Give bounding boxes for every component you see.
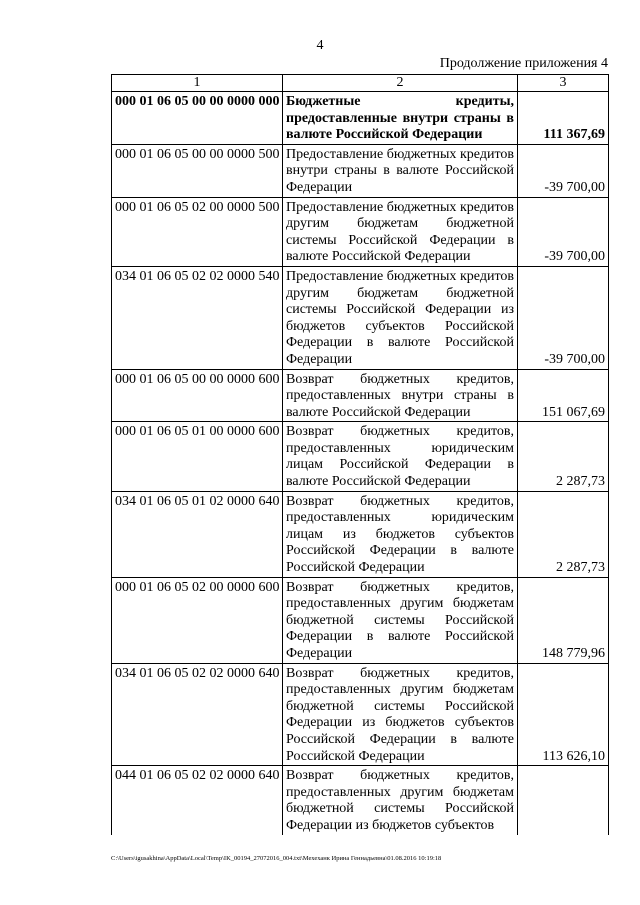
budget-table [111,74,609,835]
row-name: Предоставление бюджетных кредитов другим бюджетам бюджетной системы Российской Федерации в валюте Российской Федерации [283,197,518,266]
row-amount: -39 700,00 [518,266,609,369]
row-name: Бюджетные кредиты, предоставленные внутри страны в валюте Российской Федерации [283,92,518,145]
header-col-1: 1 [112,75,283,92]
row-name: Предоставление бюджетных кредитов другим бюджетам бюджетной системы Российской Федерации из бюджетов субъектов Российской Федерации в валюте Российской Федерации [283,266,518,369]
table-row [112,663,609,766]
row-code: 034 01 06 05 02 02 0000 640 [112,663,283,766]
row-amount: -39 700,00 [518,144,609,197]
row-code: 034 01 06 05 01 02 0000 640 [112,491,283,577]
row-name: Возврат бюджетных кредитов, предоставленных юридическим лицам из бюджетов субъектов Российской Федерации в валюте Российской Федерации [283,491,518,577]
header-col-2: 2 [283,75,518,92]
continuation-label: Продолжение приложения 4 [439,56,608,71]
table-row [112,577,609,663]
row-amount: 113 626,10 [518,663,609,766]
row-amount: 2 287,73 [518,422,609,491]
row-name: Возврат бюджетных кредитов, предоставленных другим бюджетам бюджетной системы Российской Федерации из бюджетов субъектов Российской Федерации в валюте Российской Федерации [283,663,518,766]
table-row [112,766,609,835]
table-row [112,422,609,491]
row-amount: 151 067,69 [518,369,609,422]
row-amount: 148 779,96 [518,577,609,663]
row-name: Возврат бюджетных кредитов, предоставленных другим бюджетам бюджетной системы Российской Федерации в валюте Российской Федерации [283,577,518,663]
row-code: 000 01 06 05 00 00 0000 600 [112,369,283,422]
row-code: 000 01 06 05 02 00 0000 500 [112,197,283,266]
table-row [112,197,609,266]
row-amount: -39 700,00 [518,197,609,266]
table-row [112,491,609,577]
row-code: 000 01 06 05 01 00 0000 600 [112,422,283,491]
page-number: 4 [316,38,324,53]
row-code: 000 01 06 05 00 00 0000 500 [112,144,283,197]
table-row [112,266,609,369]
row-amount: 2 287,73 [518,491,609,577]
row-name: Возврат бюджетных кредитов, предоставленных другим бюджетам бюджетной системы Российской Федерации из бюджетов субъектов [283,766,518,835]
table-row [112,369,609,422]
table-row [112,92,609,145]
row-code: 000 01 06 05 00 00 0000 000 [112,92,283,145]
row-amount: 111 367,69 [518,92,609,145]
header-col-3: 3 [518,75,609,92]
row-amount [518,766,609,835]
row-name: Предоставление бюджетных кредитов внутри страны в валюте Российской Федерации [283,144,518,197]
table-row [112,144,609,197]
table-header-row [112,75,609,92]
footer-file-path: C:\Users\igusakhina\AppData\Local\Temp\IK_00194_27072016_004.txt\Мехеханк Ирина Геннадьевна\01.08.2016 10:19:18 [111,855,442,862]
row-name: Возврат бюджетных кредитов, предоставленных внутри страны в валюте Российской Федерации [283,369,518,422]
row-code: 000 01 06 05 02 00 0000 600 [112,577,283,663]
row-code: 044 01 06 05 02 02 0000 640 [112,766,283,835]
row-name: Возврат бюджетных кредитов, предоставленных юридическим лицам Российской Федерации в валюте Российской Федерации [283,422,518,491]
row-code: 034 01 06 05 02 02 0000 540 [112,266,283,369]
